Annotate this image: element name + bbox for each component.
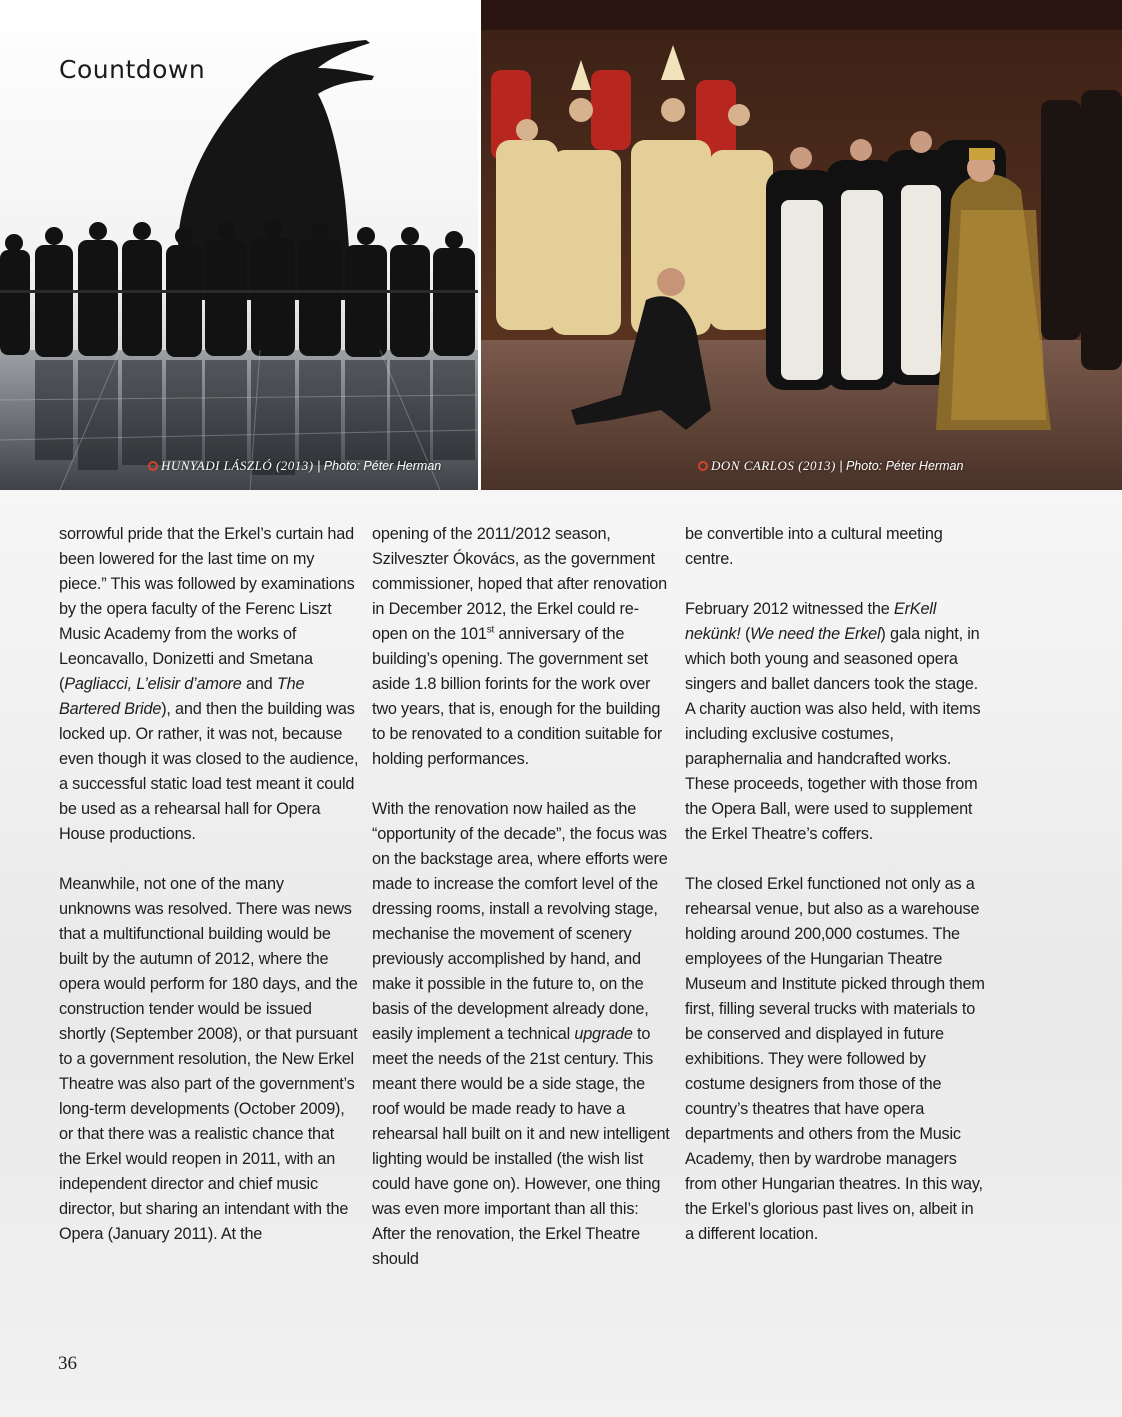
ordinal-suffix: st (486, 624, 495, 636)
text-column-2 (372, 522, 672, 1297)
text-run: ( (740, 625, 751, 643)
text-run: anniversary of the building’s opening. The government set aside 1.8 billion forints for the work over two years, that is, enough for the building to be renovated to a condition suitable for holding performances. (372, 625, 663, 768)
section-label: Countdown (59, 55, 206, 84)
paragraph: be convertible into a cultural meeting centre. (685, 525, 943, 568)
caption-title: DON CARLOS (2013) (711, 458, 836, 473)
production-marker-icon (698, 461, 708, 471)
event-title-translation: We need the Erkel (750, 625, 881, 643)
opera-title: The Bartered Bride (59, 675, 305, 718)
photo-band (0, 0, 1122, 490)
text-run: and (241, 675, 277, 693)
don-carlos-scene-illustration (481, 0, 1122, 490)
paragraph: Meanwhile, not one of the many unknowns was resolved. There was news that a multifunctional building would be built by the autumn of 2012, where the opera would perform for 180 days, and the construction tender would be issued shortly (September 2008), or that pursuant to a government resolution, the New Erkel Theatre was also part of the government’s long-term developments (October 2009), or that there was a realistic chance that the Erkel would reopen in 2011, with an independent director and chief music director, but sharing an intendant with the Opera (January 2011). At the (59, 875, 358, 1243)
paragraph (685, 597, 985, 847)
production-marker-icon (148, 461, 158, 471)
opera-title: Pagliacci, L’elisir d’amore (64, 675, 242, 693)
paragraph (59, 522, 359, 847)
photo-caption-hunyadi (148, 458, 441, 474)
text-run: to meet the needs of the 21st century. This meant there would be a side stage, the roof would be made ready to have a rehearsal hall built on it and new intelligent lighting would be installed (the wish list could have gone on). However, one thing was even more important than all this: After the renovation, the Erkel Theatre should (372, 1025, 670, 1268)
emphasis: upgrade (574, 1025, 633, 1043)
paragraph (372, 797, 672, 1272)
text-run: ), and then the building was locked up. Or rather, it was not, because even though it was closed to the audience, a successful static load test meant it could be used as a rehearsal hall for Opera House productions. (59, 700, 359, 843)
text-column-3 (685, 522, 985, 1272)
caption-credit: | Photo: Péter Herman (835, 459, 964, 473)
text-run: sorrowful pride that the Erkel’s curtain had been lowered for the last time on my piece.” This was followed by examinations by the opera faculty of the Ferenc Liszt Music Academy from the works of Leoncavallo, Donizetti and Smetana ( (59, 525, 355, 693)
photo-caption-don-carlos (698, 458, 963, 474)
page-number: 36 (58, 1353, 77, 1374)
text-run: February 2012 witnessed the (685, 600, 894, 618)
paragraph (372, 522, 672, 772)
text-run: With the renovation now hailed as the “opportunity of the decade”, the focus was on the backstage area, where efforts were made to increase the comfort level of the dressing rooms, install a revolving stage, mechanise the movement of scenery previously accomplished by hand, and make it possible in the future to, on the basis of the development already done, easily implement a technical (372, 800, 668, 1043)
don-carlos-photo (481, 0, 1122, 490)
caption-title: HUNYADI LÁSZLÓ (2013) (161, 458, 314, 473)
text-column-1 (59, 522, 359, 1272)
text-run: ) gala night, in which both young and seasoned opera singers and ballet dancers took the stage. A charity auction was also held, with items including exclusive costumes, paraphernalia and handcrafted works. These proceeds, together with those from the Opera Ball, were used to supplement the Erkel Theatre’s coffers. (685, 625, 981, 843)
paragraph: The closed Erkel functioned not only as a rehearsal venue, but also as a warehouse holding around 200,000 costumes. The employees of the Hungarian Theatre Museum and Institute picked through them first, filling several trucks with materials to be conserved and displayed in future exhibitions. They were followed by costume designers from those of the country’s theatres that have opera departments and others from the Music Academy, then by wardrobe managers from other Hungarian theatres. In this way, the Erkel’s glorious past lives on, albeit in a different location. (685, 875, 985, 1243)
event-title: ErKell nekünk! (685, 600, 937, 643)
caption-credit: | Photo: Péter Herman (313, 459, 442, 473)
text-run: opening of the 2011/2012 season, Szilveszter Ókovács, as the government commissioner, hoped that after renovation in December 2012, the Erkel could re-open on the 101 (372, 525, 667, 643)
